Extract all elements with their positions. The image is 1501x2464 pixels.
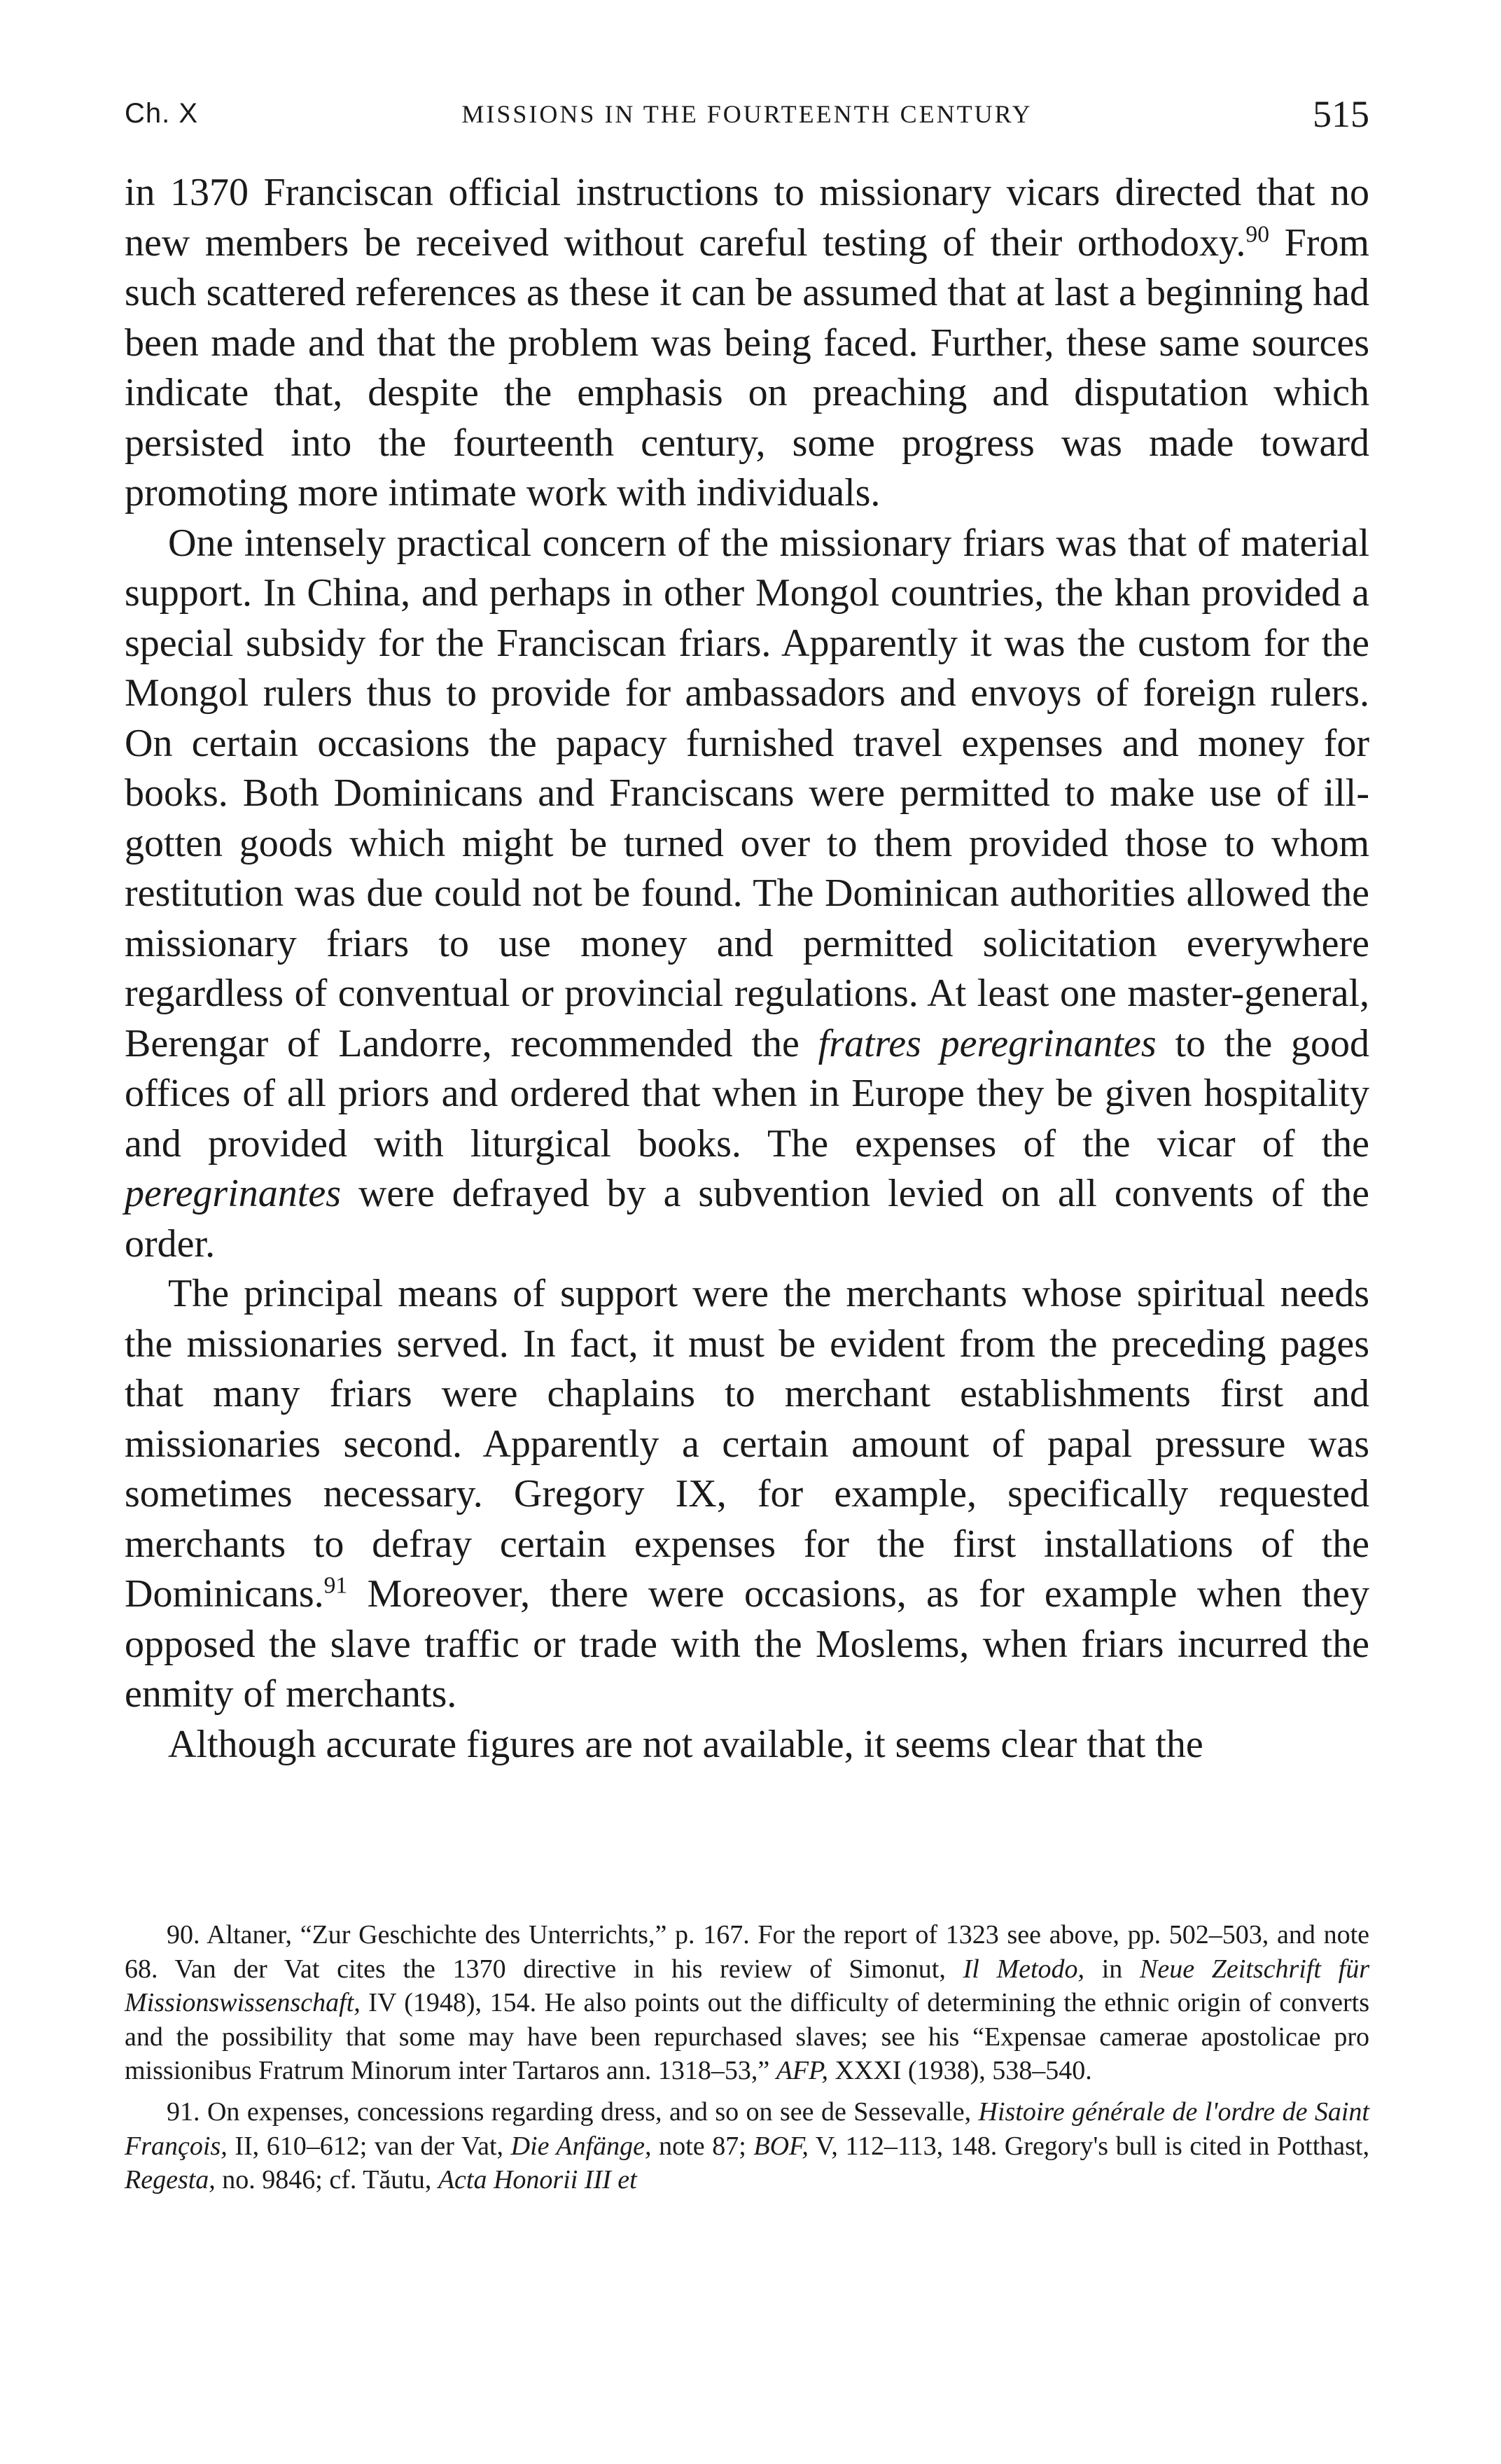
paragraph-2-text-b: to the good offices of all priors and ordered that when in Europe they be given hospitality and provided with liturgical books. The expenses of the vicar of the (125, 1021, 1369, 1166)
footnote-91-italic-3: BOF, (753, 2131, 809, 2161)
footnote-90-italic-3: AFP, (776, 2056, 828, 2086)
footnote-91 (125, 2095, 1369, 2197)
footnote-91-text-a: 91. On expenses, concessions regarding dress, and so on see de Sessevalle, (167, 2096, 979, 2127)
footnote-91-text-c: note 87; (651, 2131, 754, 2161)
footnote-90-text-d: XXXI (1938), 538–540. (828, 2056, 1092, 2086)
running-title: MISSIONS IN THE FOURTEENTH CENTURY (461, 100, 1033, 128)
paragraph-3 (125, 1269, 1369, 1720)
main-text (125, 168, 1369, 1770)
footnote-90-italic-1: Il Metodo, (963, 1954, 1085, 1984)
footnote-90-text-c: IV (1948), 154. He also points out the difficulty of determining the ethnic origin of converts and the possibility that some may have been repurchased slaves; see his “Expensae camerae apostolicae pro missionibus Fratrum Minorum inter Tartaros ann. 1318–53,” (125, 1988, 1369, 2086)
footnote-90 (125, 1918, 1369, 2088)
paragraph-4-text-a: Although accurate figures are not available, it seems clear that the (168, 1722, 1203, 1766)
footnote-91-italic-2: Die Anfänge, (510, 2131, 652, 2161)
paragraph-2-italic-peregrinantes: peregrinantes (125, 1172, 341, 1215)
footnote-91-italic-5: Acta Honorii III et (438, 2165, 637, 2195)
footnote-91-text-b: II, 610–612; van der Vat, (227, 2131, 511, 2161)
footnote-91-text-e: no. 9846; cf. Tăutu, (215, 2165, 438, 2195)
book-page (125, 0, 1369, 2464)
paragraph-3-text-a: The principal means of support were the merchants whose spiritual needs the missionaries served. In fact, it must be evident from the preceding pages that many friars were chaplains to merchant establishments first and missionaries second. Apparently a certain amount of papal pressure was sometimes necessary. Gregory IX, for example, specifically requested merchants to defray certain expenses for the first installations of the Dominicans. (125, 1272, 1369, 1616)
footnote-ref-90: 90 (1245, 220, 1269, 247)
footnote-91-italic-4: Regesta, (125, 2165, 216, 2195)
footnotes (125, 1918, 1369, 2197)
paragraph-2-text-c: were defrayed by a subvention levied on all convents of the order. (125, 1172, 1369, 1266)
paragraph-1-text-a: in 1370 Franciscan official instructions to missionary vicars directed that no new members be received without careful testing of their orthodoxy. (125, 171, 1369, 265)
footnote-ref-91: 91 (323, 1572, 348, 1599)
chapter-label: Ch. X (125, 98, 199, 129)
paragraph-3-text-b: Moreover, there were occasions, as for example when they opposed the slave traffic or trade with the Moslems, when friars incurred the enmity of merchants. (125, 1572, 1369, 1716)
paragraph-2-text-a: One intensely practical concern of the missionary friars was that of material support. In China, and perhaps in other Mongol countries, the khan provided a special subsidy for the Franciscan friars. Apparently it was the custom for the Mongol rulers thus to provide for ambassadors and envoys of foreign rulers. On certain occasions the papacy furnished travel expenses and money for books. Both Dominicans and Franciscans were permitted to make use of ill-gotten goods which might be turned over to them provided those to whom restitution was due could not be found. The Dominican authorities allowed the missionary friars to use money and permitted solicitation everywhere regardless of conventual or provincial regulations. At least one master-general, Berengar of Landorre, recommended the (125, 521, 1369, 1065)
paragraph-1-text-b: From such scattered references as these it can be assumed that at last a beginning had been made and that the problem was being faced. Further, these same sources indicate that, despite the emphasis on preaching and disputation which persisted into the fourteenth century, some progress was made toward promoting more intimate work with individuals. (125, 220, 1369, 514)
footnote-90-text-a: 90. Altaner, “Zur Geschichte des Unterrichts,” p. 167. For the report of 1323 see above, pp. 502–503, and note 68. Van der Vat cites the 1370 directive in his review of Simonut, (125, 1920, 1369, 1984)
paragraph-4 (125, 1720, 1369, 1770)
page-number: 515 (1313, 93, 1369, 135)
paragraph-2-italic-fratres: fratres peregrinantes (818, 1021, 1157, 1065)
paragraph-2 (125, 519, 1369, 1270)
paragraph-1 (125, 168, 1369, 519)
footnote-90-italic-2: Neue Zeitschrift für Missionswissenschaft, (125, 1954, 1370, 2018)
footnote-90-text-b: in (1084, 1954, 1140, 1984)
running-head (125, 92, 1369, 134)
footnote-91-italic-1: Histoire générale de l'ordre de Saint François, (125, 2096, 1369, 2161)
footnote-91-text-d: V, 112–113, 148. Gregory's bull is cited in Potthast, (808, 2131, 1369, 2161)
